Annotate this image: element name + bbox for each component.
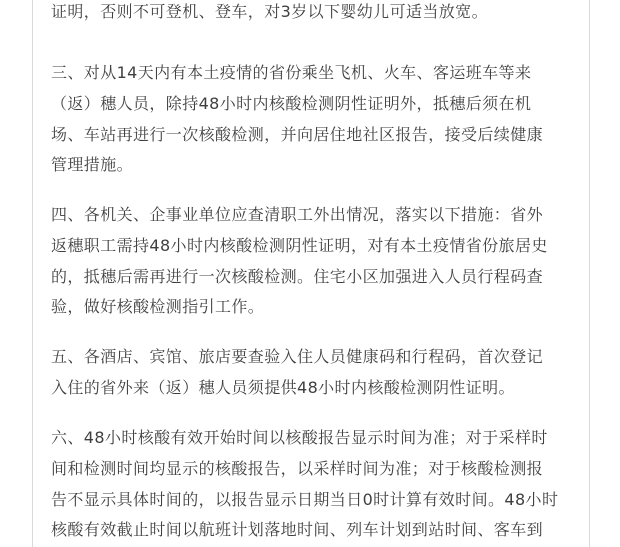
text-line: 返穗职工需持48小时内核酸检测阴性证明，对有本土疫情省份旅居史 xyxy=(51,235,548,255)
text-line: 核酸有效截止时间以航班计划落地时间、列车计划到站时间、客车到 xyxy=(51,520,544,540)
text-line: 入住的省外来（返）穗人员须提供48小时内核酸检测阴性证明。 xyxy=(51,377,515,397)
paragraph-id-proof-note xyxy=(51,0,571,28)
text-line: 告不显示具体时间的，以报告显示日期当日0时计算有效时间。48小时 xyxy=(51,489,559,509)
text-line: （返）穗人员，除持48小时内核酸检测阴性证明外，抵穗后须在机 xyxy=(51,93,532,113)
text-line: 证明，否则不可登机、登车，对3岁以下婴幼儿可适当放宽。 xyxy=(51,2,488,21)
text-line: 验，做好核酸检测指引工作。 xyxy=(51,297,265,317)
text-line: 间和检测时间均显示的核酸报告，以采样时间为准；对于核酸检测报 xyxy=(51,458,544,478)
text-line: 管理措施。 xyxy=(51,155,134,175)
text-line: 的，抵穗后需再进行一次核酸检测。住宅小区加强进入人员行程码查 xyxy=(51,266,544,286)
text-line: 场、车站再进行一次核酸检测，并向居住地社区报告，接受后续健康 xyxy=(51,124,544,144)
paragraph-item-5 xyxy=(51,342,571,404)
text-line: 五、各酒店、宾馆、旅店要查验入住人员健康码和行程码，首次登记 xyxy=(51,347,544,366)
text-line: 四、各机关、企事业单位应查清职工外出情况，落实以下措施：省外 xyxy=(51,205,544,224)
paragraph-item-3 xyxy=(51,58,571,181)
paragraph-item-6 xyxy=(51,423,571,546)
text-line: 三、对从14天内有本土疫情的省份乘坐飞机、火车、客运班车等来 xyxy=(51,63,532,82)
paragraph-item-4 xyxy=(51,200,571,323)
text-line: 六、48小时核酸有效开始时间以核酸报告显示时间为准；对于采样时 xyxy=(51,428,548,447)
